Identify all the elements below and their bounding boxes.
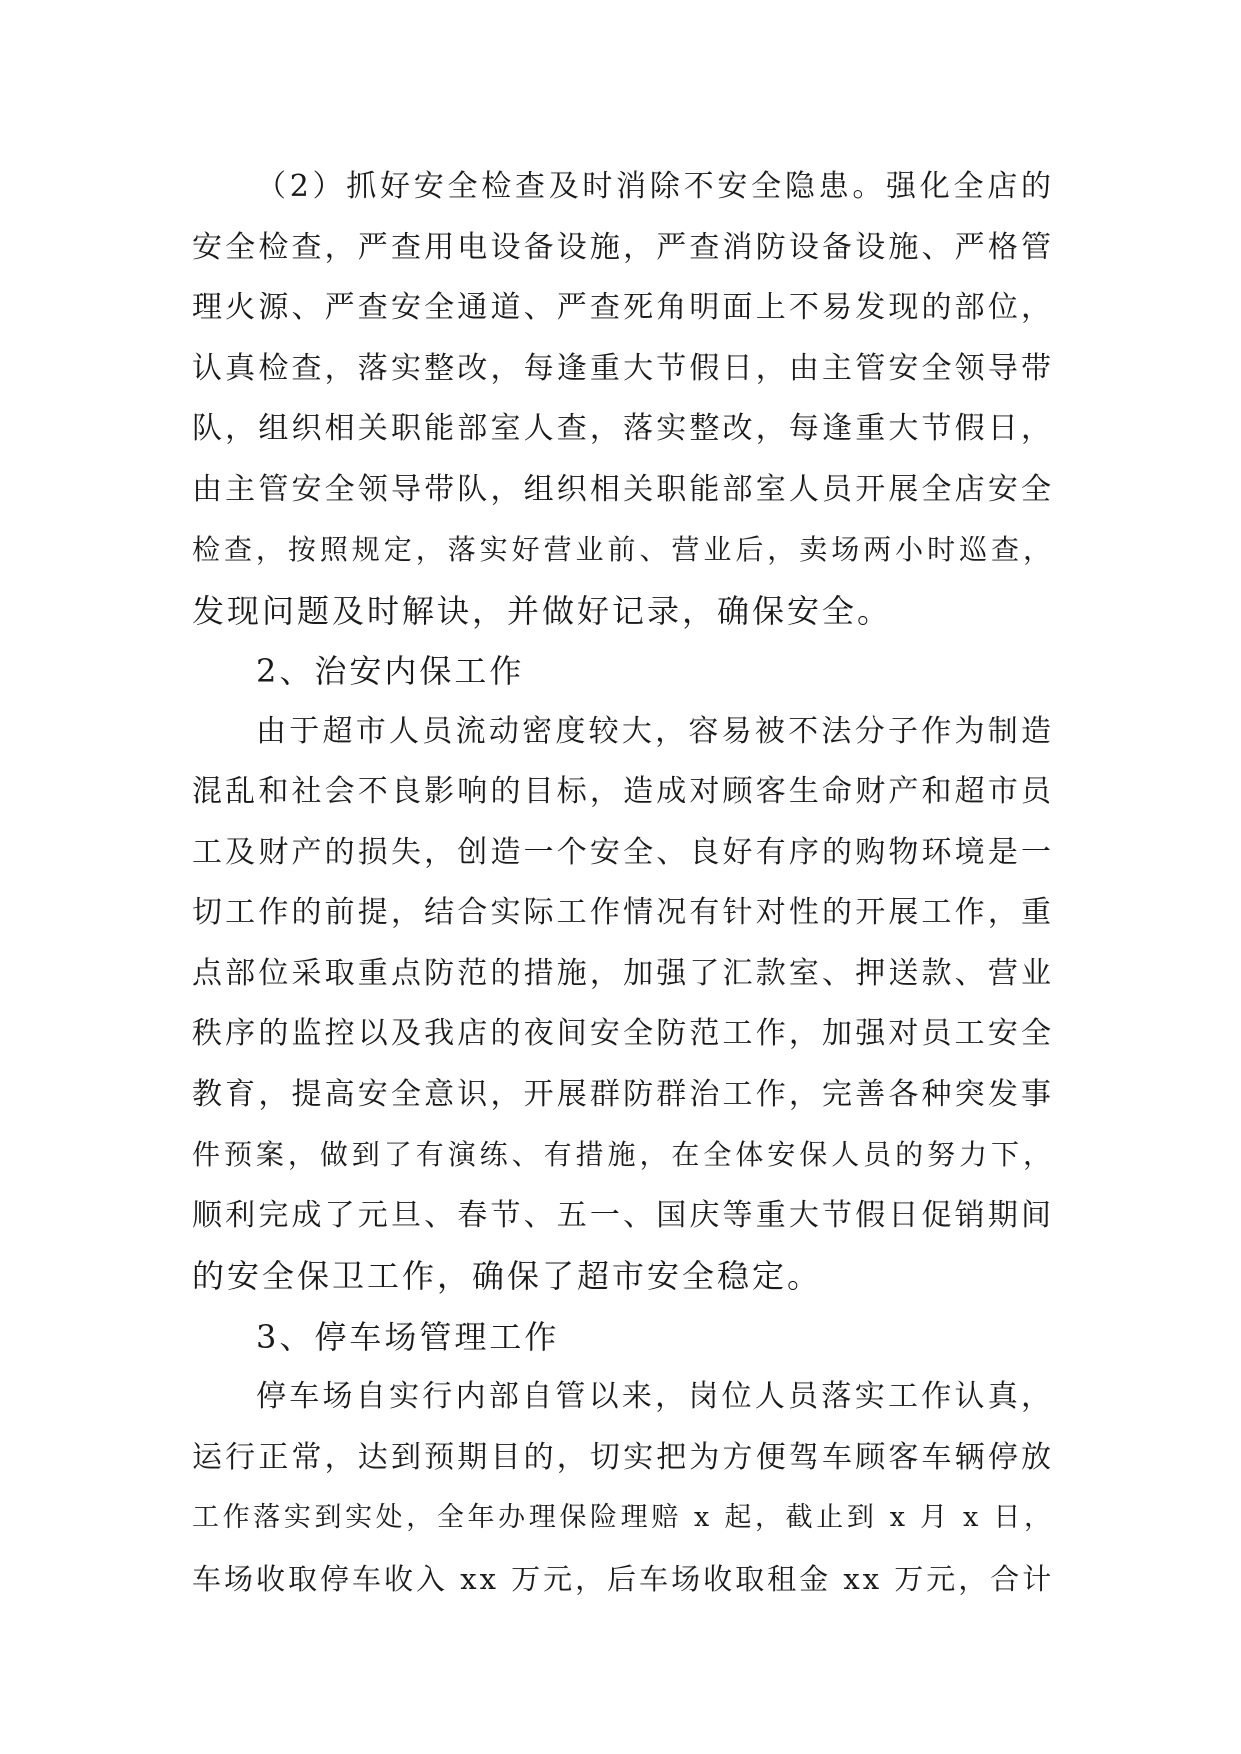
paragraph-line: 发现问题及时解诀，并做好记录，确保安全。 (192, 591, 893, 630)
paragraph-line: （2）抓好安全检查及时消除不安全隐患。强化全店的 (256, 169, 1054, 204)
paragraph-line: 队，组织相关职能部室人查，落实整改，每逢重大节假日， (192, 411, 1054, 446)
paragraph-line: 认真检查，落实整改，每逢重大节假日，由主管安全领导带 (192, 350, 1054, 386)
paragraph-line: 检查，按照规定，落实好营业前、营业后，卖场两小时巡查， (192, 533, 1054, 566)
section-heading: 2、治安内保工作 (256, 652, 525, 690)
paragraph-line: 工作落实到实处，全年办理保险理赔 x 起，截止到 x 月 x 日， (192, 1502, 1054, 1533)
paragraph-line: 理火源、严查安全通道、严查死角明面上不易发现的部位， (192, 290, 1054, 325)
document-body (192, 157, 1054, 1609)
paragraph-line: 混乱和社会不良影响的目标，造成对顾客生命财产和超市员 (192, 774, 1054, 809)
paragraph-line: 顺利完成了元旦、春节、五一、国庆等重大节假日促销期间 (192, 1197, 1054, 1233)
paragraph-line: 停车场自实行内部自管以来，岗位人员落实工作认真， (256, 1379, 1054, 1414)
paragraph-line: 车场收取停车收入 xx 万元，后车场收取租金 xx 万元，合计 (192, 1561, 1054, 1596)
section-heading: 3、停车场管理工作 (256, 1317, 560, 1356)
paragraph-line: 点部位采取重点防范的措施，加强了汇款室、押送款、营业 (192, 955, 1054, 991)
paragraph-line: 件预案，做到了有演练、有措施，在全体安保人员的努力下， (192, 1138, 1054, 1171)
paragraph-line: 由于超市人员流动密度较大，容易被不法分子作为制造 (256, 713, 1054, 749)
paragraph-line: 运行正常，达到预期目的，切实把为方便驾车顾客车辆停放 (192, 1439, 1054, 1475)
paragraph-line: 的安全保卫工作，确保了超市安全稳定。 (192, 1257, 823, 1295)
paragraph-line: 安全检查，严查用电设备设施，严查消防设备设施、严格管 (192, 229, 1054, 265)
paragraph-line: 工及财产的损失，创造一个安全、良好有序的购物环境是一 (192, 834, 1054, 870)
paragraph-line: 教育，提高安全意识，开展群防群治工作，完善各种突发事 (192, 1076, 1054, 1112)
paragraph-line: 由主管安全领导带队，组织相关职能部室人员开展全店安全 (192, 471, 1054, 507)
paragraph-line: 秩序的监控以及我店的夜间安全防范工作，加强对员工安全 (192, 1016, 1054, 1051)
paragraph-line: 切工作的前提，结合实际工作情况有针对性的开展工作，重 (192, 895, 1054, 930)
